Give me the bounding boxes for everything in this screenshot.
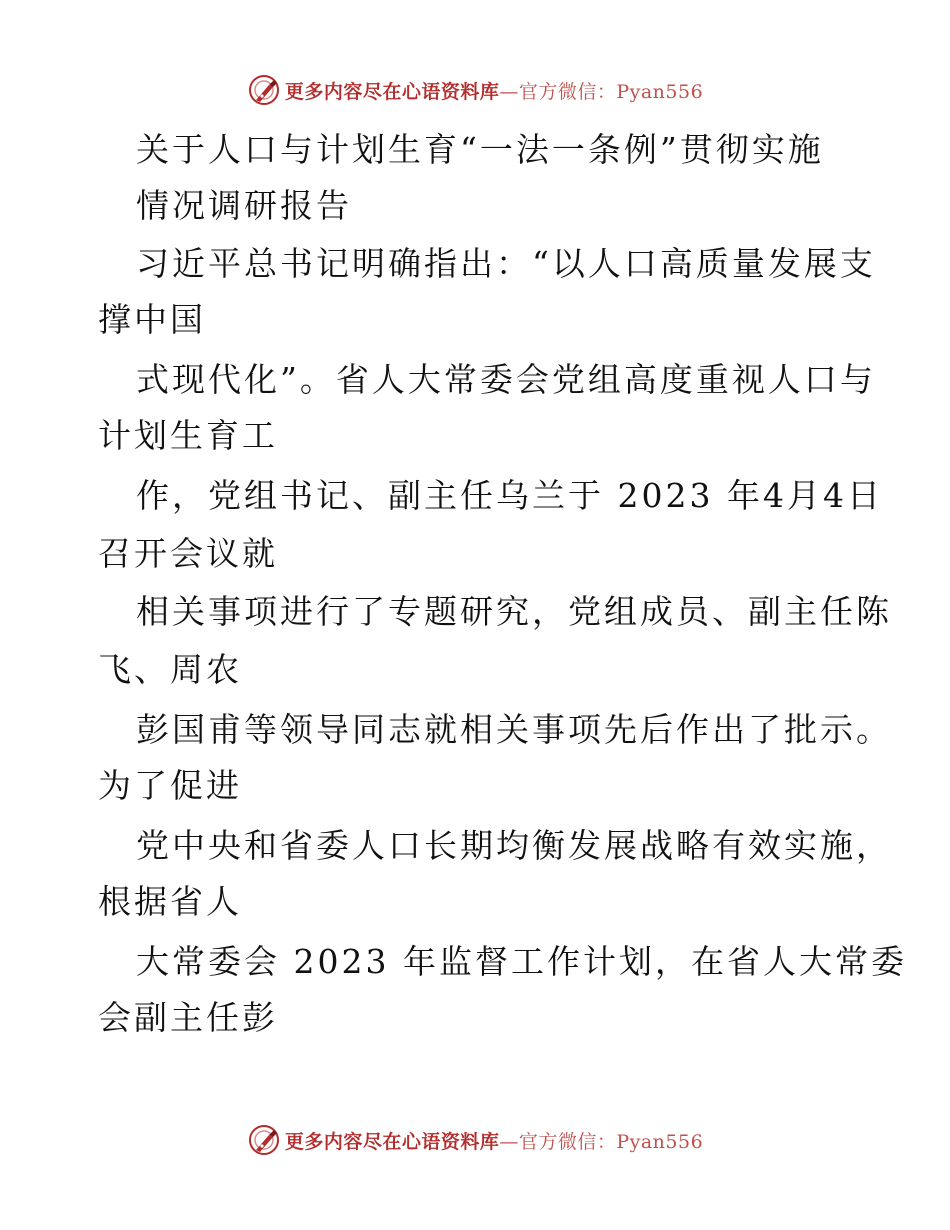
doc-title-line-1: 关于人口与计划生育“一法一条例”贯彻实施	[136, 130, 824, 169]
pen-nib-logo-icon	[247, 1123, 281, 1157]
paragraph-line: 式现代化”。省人大常委会党组高度重视人口与	[136, 360, 876, 399]
paragraph-line: 飞、周农	[98, 650, 242, 689]
watermark-text: 更多内容尽在心语资料库—官方微信：Pyan556	[284, 80, 704, 103]
paragraph-line: 党中央和省委人口长期均衡发展战略有效实施，	[136, 826, 892, 865]
pen-nib-logo-icon	[247, 73, 281, 107]
paragraph-line: 相关事项进行了专题研究，党组成员、副主任陈	[136, 592, 892, 631]
paragraph-line: 大常委会 2023 年监督工作计划，在省人大常委	[136, 942, 907, 981]
paragraph-line: 作，党组书记、副主任乌兰于 2023 年4月4日	[136, 476, 883, 515]
paragraph-line: 计划生育工	[98, 416, 278, 455]
paragraph-line: 彭国甫等领导同志就相关事项先后作出了批示。	[136, 710, 892, 749]
paragraph-line: 根据省人	[98, 882, 242, 921]
paragraph-line: 会副主任彭	[98, 998, 278, 1037]
paragraph-line: 撑中国	[98, 300, 206, 339]
doc-title-line-2: 情况调研报告	[136, 186, 352, 225]
watermark-text: 更多内容尽在心语资料库—官方微信：Pyan556	[284, 1130, 704, 1153]
header-watermark	[0, 70, 950, 110]
paragraph-line: 习近平总书记明确指出：“以人口高质量发展支	[136, 244, 876, 283]
paragraph-line: 为了促进	[98, 766, 242, 805]
paragraph-line: 召开会议就	[98, 534, 278, 573]
footer-watermark	[0, 1120, 950, 1160]
